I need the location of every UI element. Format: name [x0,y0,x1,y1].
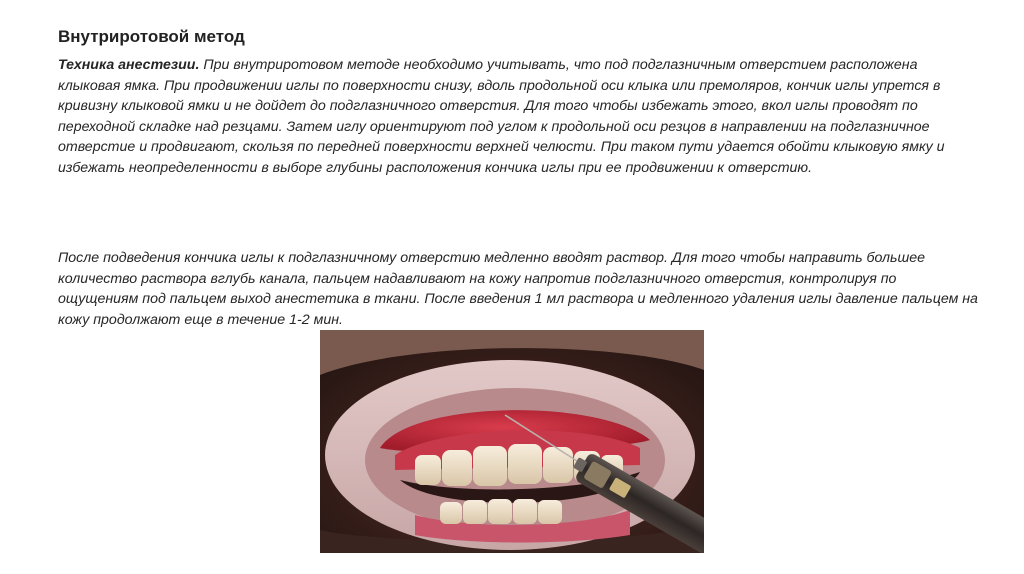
slide-title: Внутриротовой метод [58,27,245,46]
paragraph-lead: Техника анестезии. [58,57,200,73]
dental-photo-illustration [320,330,704,553]
dental-anesthesia-photo [320,330,704,553]
paragraph-injection: После подведения кончика иглы к подглазничному отверстию медленно вводят раствор. Для того чтобы направить большее количество раствора вглубь канала, пальцем надавливают на кожу напротив подглазничного отверстия, контролируя по ощущениям под пальцем выход анестетика в ткани. После введения 1 мл раствора и медленного удаления иглы давление пальцем на кожу продолжают еще в течение 1-2 мин. [58,250,978,328]
lower-teeth [440,499,562,524]
paragraph-technique [58,55,978,179]
paragraph-technique-text: При внутриротовом методе необходимо учитывать, что под подглазничным отверстием расположена клыковая ямка. При продвижении иглы по поверхности снизу, вдоль продольной оси клыка или премоляров, кончик иглы упрется в кривизну клыковой ямки и не дойдет до подглазничного отверстия. Для того чтобы избежать этого, вкол иглы проводят по переходной складке над резцами. Затем иглу ориентируют под углом к продольной оси резцов в направлении на подглазничное отверстие и продвигают, скользя по передней поверхности верхней челюсти. При таком пути удается обойти клыковую ямку и избежать неопределенности в выборе глубины расположения кончика иглы при ее продвижении к отверстию. [58,57,945,176]
